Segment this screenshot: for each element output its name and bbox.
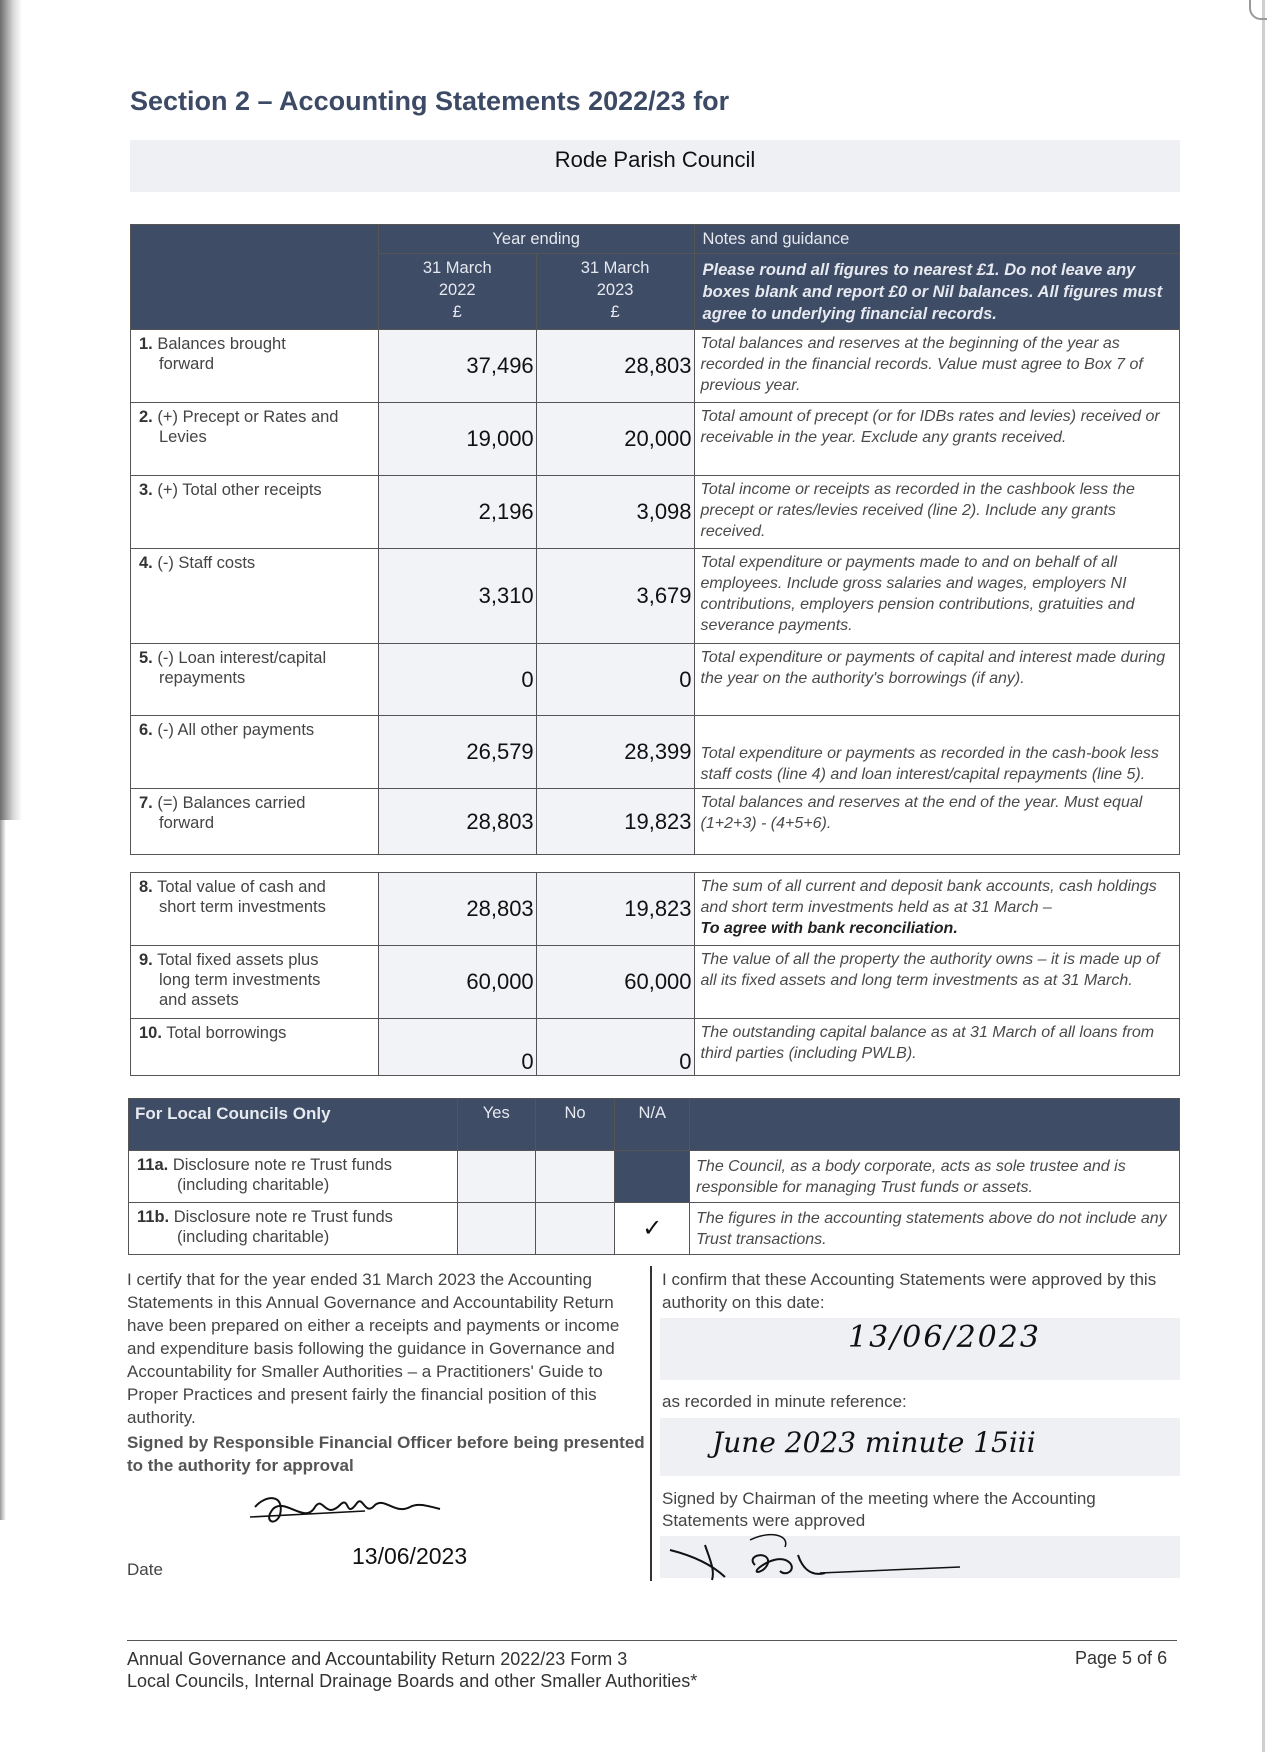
row-label: [131, 873, 379, 946]
value-2022: 0: [378, 644, 536, 716]
row-label-text: (+) Total other receipts: [157, 481, 322, 499]
value-2022: 19,000: [378, 403, 536, 476]
col-2022-line1: 31 March: [422, 259, 492, 277]
table-row: [131, 644, 1180, 716]
row-note: The Council, as a body corporate, acts as sole trustee and is responsible for managing Trust funds or assets.: [690, 1151, 1180, 1203]
col-2022-line2: 2022: [438, 281, 476, 299]
row-label: [129, 1151, 458, 1203]
table-row: [131, 1019, 1180, 1076]
approval-section: [662, 1268, 1182, 1314]
row-number: 8.: [139, 878, 153, 896]
confirm-text: I confirm that these Accounting Statements were approved by this authority on this date:: [662, 1270, 1157, 1312]
yes-checkbox[interactable]: [457, 1151, 535, 1203]
table-row: [131, 789, 1180, 855]
row-label-text-2: repayments: [159, 669, 246, 687]
footer-line-1: Annual Governance and Accountability Return 2022/23 Form 3: [127, 1649, 628, 1669]
na-checkbox[interactable]: [615, 1151, 690, 1203]
page-edge-right: [1262, 0, 1265, 1752]
row-number: 1.: [139, 335, 153, 353]
value-2023: 60,000: [536, 946, 694, 1019]
row-label: [131, 549, 379, 644]
balances-table: [130, 872, 1180, 1076]
approved-date: 13/06/2023: [848, 1320, 1041, 1355]
council-name: Rode Parish Council: [554, 147, 756, 172]
chairman-signature: [650, 1515, 980, 1585]
notes-guidance-header: Please round all figures to nearest £1. Do not leave any boxes blank and report £0 or Nil balances. All figures must agree to underlying financial records.: [694, 254, 1179, 330]
row-label: [131, 330, 379, 403]
row-number: 3.: [139, 481, 153, 499]
row-number: 6.: [139, 721, 153, 739]
value-2023: 0: [536, 1019, 694, 1076]
row-label-text: (-) Loan interest/capital: [157, 649, 327, 667]
value-2022: 3,310: [378, 549, 536, 644]
no-checkbox[interactable]: [535, 1203, 615, 1255]
row-label-text: Balances brought: [157, 335, 286, 353]
col-2023-line2: 2023: [596, 281, 634, 299]
row-label-text: Total borrowings: [166, 1024, 287, 1042]
row-label-text-2: Levies: [159, 428, 207, 446]
row-number: 11a.: [137, 1156, 169, 1174]
table-row: [129, 1151, 1180, 1203]
header-blank-cell: [131, 225, 379, 330]
row-label-text: Total fixed assets plus: [157, 951, 319, 969]
row-note: Total balances and reserves at the end of the year. Must equal (1+2+3) - (4+5+6).: [694, 789, 1179, 855]
value-2023: 19,823: [536, 789, 694, 855]
row-note: Total balances and reserves at the beginning of the year as recorded in the financial records. Value must agree to Box 7 of previous year.: [694, 330, 1179, 403]
table-row: [131, 549, 1180, 644]
row-label: [131, 1019, 379, 1076]
no-checkbox[interactable]: [535, 1151, 615, 1203]
table-row: [129, 1203, 1180, 1255]
rfo-signature: [245, 1485, 445, 1535]
value-2023: 0: [536, 644, 694, 716]
row-label-text-2: forward: [159, 814, 215, 832]
row-label: [131, 789, 379, 855]
table-row: [131, 946, 1180, 1019]
value-2022: 2,196: [378, 476, 536, 549]
page-edge-shadow-lower: [0, 820, 6, 1520]
na-header: N/A: [615, 1099, 690, 1151]
row-note: The value of all the property the authority owns – it is made up of all its fixed assets and long term investments as at 31 March.: [694, 946, 1179, 1019]
row-number: 4.: [139, 554, 153, 572]
row-note: [694, 873, 1179, 946]
chairman-signed-label: Signed by Chairman of the meeting where the Accounting Statements were approved: [662, 1489, 1096, 1530]
value-2022: 37,496: [378, 330, 536, 403]
value-2022: 28,803: [378, 873, 536, 946]
table-row: [131, 476, 1180, 549]
table-row: [131, 873, 1180, 946]
certify-text: I certify that for the year ended 31 March 2023 the Accounting Statements in this Annual Governance and Accountability Return have been prepared on either a receipts and payments or income and expenditure basis following the guidance in Governance and Accountability for Smaller Authorities – a Practitioners' Guide to Proper Practices and present fairly the financial position of this authority.: [127, 1270, 620, 1427]
rfo-date: 13/06/2023: [352, 1543, 468, 1569]
notes-header: Notes and guidance: [694, 225, 1179, 254]
row-note: The figures in the accounting statements above do not include any Trust transactions.: [690, 1203, 1180, 1255]
value-2023: 28,803: [536, 330, 694, 403]
footer-form-info: [127, 1648, 697, 1692]
row-label-text: Disclosure note re Trust funds: [172, 1156, 392, 1174]
row-label-text-2: forward: [159, 355, 215, 373]
value-2023: 3,098: [536, 476, 694, 549]
page-edge-shadow: [0, 0, 22, 820]
row-note: The outstanding capital balance as at 31 March of all loans from third parties (including PWLB).: [694, 1019, 1179, 1076]
year-ending-header: Year ending: [378, 225, 694, 254]
row-label: [131, 476, 379, 549]
page-number: Page 5 of 6: [1075, 1648, 1168, 1668]
row-note-text: The sum of all current and deposit bank accounts, cash holdings and short term investments held as at 31 March –: [700, 878, 1157, 916]
table-row: [131, 716, 1180, 789]
row-label-text-3: and assets: [159, 991, 239, 1009]
row-label-text-2: short term investments: [159, 898, 326, 916]
no-header: No: [535, 1099, 615, 1151]
row-label: [131, 946, 379, 1019]
col-2022-header: [378, 254, 536, 330]
col-2023-header: [536, 254, 694, 330]
value-2023: 20,000: [536, 403, 694, 476]
table-row: [131, 403, 1180, 476]
value-2023: 3,679: [536, 549, 694, 644]
table-row: [131, 330, 1180, 403]
minute-ref-label: as recorded in minute reference:: [662, 1392, 907, 1411]
row-label-text: Total value of cash and: [157, 878, 326, 896]
na-checkmark[interactable]: ✓: [615, 1203, 690, 1255]
row-number: 2.: [139, 408, 153, 426]
row-label-text-2: (including charitable): [177, 1176, 330, 1194]
yes-checkbox[interactable]: [457, 1203, 535, 1255]
row-note: Total expenditure or payments made to and on behalf of all employees. Include gross salaries and wages, employers NI contributions, employers pension contributions, gratuities and severance payments.: [694, 549, 1179, 644]
value-2022: 26,579: [378, 716, 536, 789]
row-label-text-2: (including charitable): [177, 1228, 330, 1246]
row-label: [131, 403, 379, 476]
row-label-text: (+) Precept or Rates and: [157, 408, 339, 426]
value-2022: 0: [378, 1019, 536, 1076]
yes-header: Yes: [457, 1099, 535, 1151]
row-note: Total expenditure or payments as recorded in the cash-book less staff costs (line 4) and loan interest/capital repayments (line 5).: [694, 716, 1179, 789]
minute-reference: June 2023 minute 15iii: [712, 1426, 1036, 1459]
value-2023: 28,399: [536, 716, 694, 789]
date-label: Date: [127, 1560, 163, 1579]
row-note-bold: To agree with bank reconciliation.: [700, 920, 958, 937]
rfo-signed-label: Signed by Responsible Financial Officer before being presented to the authority for approval: [127, 1433, 645, 1475]
row-label: [131, 716, 379, 789]
row-number: 10.: [139, 1024, 162, 1042]
row-number: 11b.: [137, 1208, 170, 1226]
page-corner-curl: [1249, 0, 1267, 20]
value-2023: 19,823: [536, 873, 694, 946]
section-title: Section 2 – Accounting Statements 2022/23 for: [130, 86, 730, 116]
row-note: Total expenditure or payments of capital and interest made during the year on the authority's borrowings (if any).: [694, 644, 1179, 716]
col-2022-line3: £: [452, 303, 462, 321]
local-councils-header: For Local Councils Only: [129, 1099, 458, 1151]
row-label: [131, 644, 379, 716]
row-number: 5.: [139, 649, 153, 667]
col-2023-line1: 31 March: [580, 259, 650, 277]
row-label-text: (-) All other payments: [157, 721, 315, 739]
value-2022: 28,803: [378, 789, 536, 855]
row-label-text-2: long term investments: [159, 971, 321, 989]
footer-line-2: Local Councils, Internal Drainage Boards and other Smaller Authorities*: [127, 1671, 698, 1691]
footer-rule: [127, 1640, 1177, 1641]
row-note: Total income or receipts as recorded in the cashbook less the precept or rates/levies received (line 2). Include any grants received.: [694, 476, 1179, 549]
row-label-text: (-) Staff costs: [157, 554, 256, 572]
value-2022: 60,000: [378, 946, 536, 1019]
trust-funds-table: [128, 1098, 1180, 1255]
col-2023-line3: £: [610, 303, 620, 321]
trust-header-blank: [690, 1099, 1180, 1151]
row-label: [129, 1203, 458, 1255]
row-label-text: Disclosure note re Trust funds: [173, 1208, 393, 1226]
row-number: 7.: [139, 794, 153, 812]
accounting-statements-table: [130, 224, 1180, 855]
row-number: 9.: [139, 951, 153, 969]
row-label-text: (=) Balances carried: [157, 794, 306, 812]
row-note: Total amount of precept (or for IDBs rates and levies) received or receivable in the year. Exclude any grants received.: [694, 403, 1179, 476]
rfo-certification: [127, 1268, 647, 1477]
